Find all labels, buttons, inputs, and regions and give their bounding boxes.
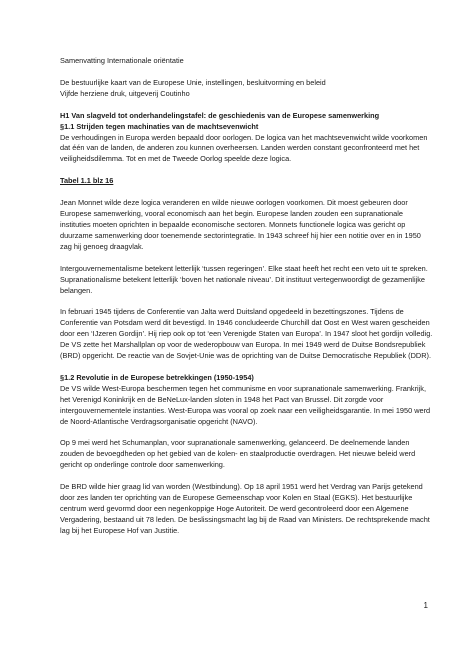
document-title: Samenvatting Internationale oriëntatie — [60, 56, 184, 65]
chapter-heading: H1 Van slagveld tot onderhandelingstafel: de geschiedenis van de Europese samenwerking — [60, 110, 380, 120]
section-heading-1-2: §1.2 Revolutie in de Europese betrekkingen (1950-1954) — [60, 372, 254, 382]
section-heading-1-1: §1.1 Strijden tegen machinaties van de machtsevenwicht — [60, 121, 259, 131]
book-edition: Vijfde herziene druk, uitgeverij Coutinho — [60, 88, 190, 98]
paragraph-3: Intergouvernementalisme betekent letterlijk ‘tussen regeringen’. Elke staat heeft het recht een veto uit te spreken. Supranationalisme betekent letterlijk ‘boven het nationale niveau’. Dit instituut vertegenwoordigt de gezamenlijke belangen. — [60, 263, 428, 295]
table-reference: Tabel 1.1 blz 16 — [60, 176, 114, 186]
paragraph-6: Op 9 mei werd het Schumanplan, voor supranationale samenwerking, gelanceerd. De deelnemende landen zouden de bevoegdheden op het gebied van de kolen- en staalproductie overdragen. Het nieuwe beleid werd gericht op onderlinge controle door samenwerking. — [60, 438, 416, 470]
paragraph-5: De VS wilde West-Europa beschermen tegen het communisme en voor supranationale samenwerking. Frankrijk, het Verenigd Koninkrijk en de BeNeLux-landen sloten in 1948 het Pact van Brussel. Dit zorgde voor intergouvernementele instanties. West-Europa was vooral op zoek naar een veiligheidsgarantie. In mei 1950 werd de Noord-Atlantische Verdragsorganisatie opgericht (NAVO). — [60, 383, 431, 426]
page-number: 1 — [423, 601, 428, 610]
paragraph-4: In februari 1945 tijdens de Conferentie van Jalta werd Duitsland opgedeeld in bezettingszones. Tijdens de Conferentie van Potsdam werd dit bevestigd. In 1946 concludeerde Churchill dat Oost en West waren gescheiden door een ‘IJzeren Gordijn’. Hij riep ook op tot ‘een Verenigde Staten van Europa’. In 1947 sloot het gordijn volledig. De VS zette het Marshallplan op voor de wederopbouw van Europa. In mei 1949 werd de Duitse Bondsrepubliek (BRD) opgericht. De reactie van de Sovjet-Unie was de oprichting van de Duitse Democratische Republiek (DDR). — [60, 307, 433, 361]
paragraph-7: De BRD wilde hier graag lid van worden (Westbindung). Op 18 april 1951 werd het Verdrag van Parijs getekend door zes landen ter oprichting van de Europese Gemeenschap voor Kolen en Staal (EGKS). Het bestuurlijke centrum werd gevormd door een negenkoppige Hoge Autoriteit. De werd gecontroleerd door een Algemene Vergadering, bestaand uit 78 leden. De beslissingsmacht lag bij de Raad van Ministers. De rechtsprekende macht lag bij het Europese Hof van Justitie. — [60, 482, 430, 535]
paragraph-2: Jean Monnet wilde deze logica veranderen en wilde nieuwe oorlogen voorkomen. Dit moest gebeuren door Europese samenwerking, vooral economisch aan het begin. Europese landen zouden een supranationale instituties moeten oprichten in bepaalde economische sectoren. Monnets functionele logica was gericht op duurzame samenwerking door toenemende sectorintegratie. In 1943 schreef hij hier een notitie over en in 1950 zag hij genoeg draagvlak. — [60, 198, 421, 251]
paragraph-1: De verhoudingen in Europa werden bepaald door oorlogen. De logica van het machtsevenwicht wilde voorkomen dat één van de landen, de anderen zou kunnen overheersen. Landen werden constant geconfronteerd met het veiligheidsdilemma. Tot en met de Tweede Oorlog speelde deze logica. — [60, 132, 428, 164]
book-title: De bestuurlijke kaart van de Europese Unie, instellingen, besluitvorming en beleid — [60, 77, 326, 87]
